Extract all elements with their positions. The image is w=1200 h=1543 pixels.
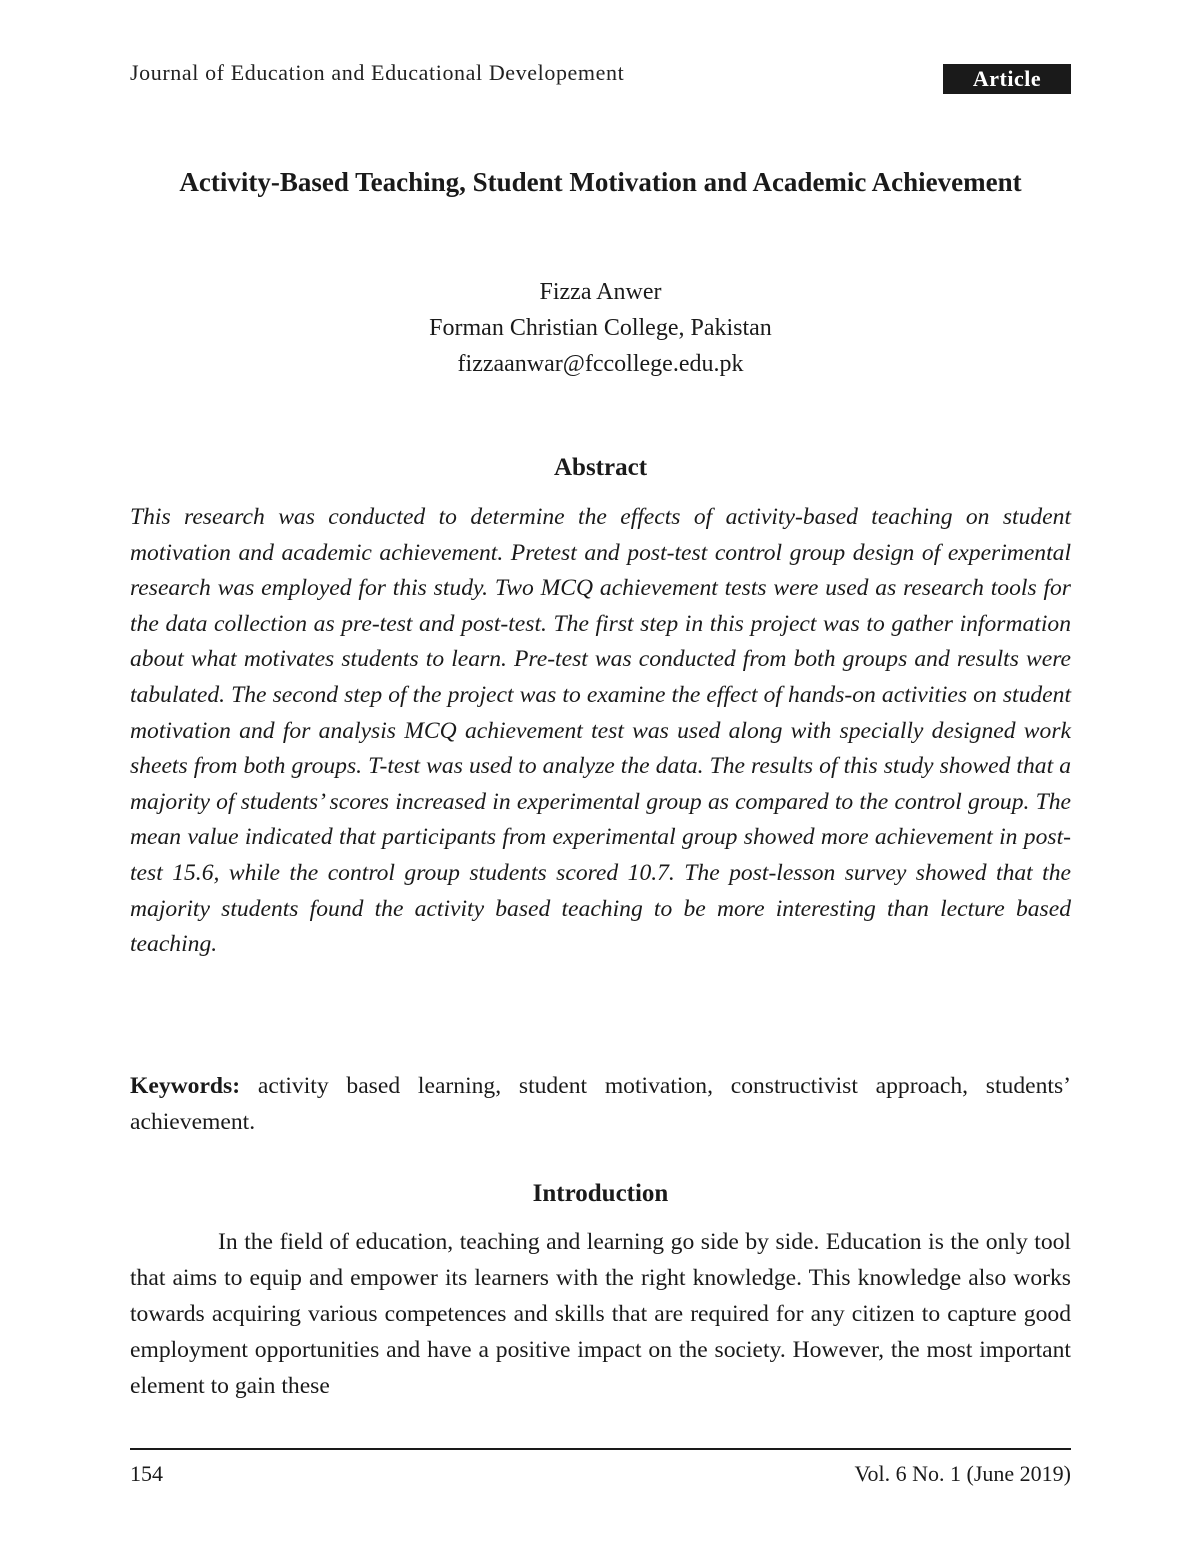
author-email: fizzaanwar@fccollege.edu.pk	[457, 351, 744, 377]
keywords	[130, 1068, 1071, 1140]
author-block	[130, 274, 1071, 382]
keywords-label: Keywords:	[130, 1073, 241, 1099]
author-affiliation: Forman Christian College, Pakistan	[429, 315, 772, 341]
volume-info: Vol. 6 No. 1 (June 2019)	[854, 1461, 1071, 1486]
footer-divider	[130, 1448, 1071, 1450]
page-number: 154	[130, 1461, 163, 1486]
introduction-text: In the field of education, teaching and learning go side by side. Education is the only tool that aims to equip and empower its learners with the right knowledge. This knowledge also works towards acquiring various competences and skills that are required for any citizen to capture good employment opportunities and have a positive impact on the society. However, the most important element to gain these	[130, 1229, 1071, 1399]
abstract-text: This research was conducted to determine the effects of activity-based teaching on student motivation and academic achievement. Pretest and post-test control group design of experimental research was employed for this study. Two MCQ achievement tests were used as research tools for the data collection as pre-test and post-test. The first step in this project was to gather information about what motivates students to learn. Pre-test was conducted from both groups and results were tabulated. The second step of the project was to examine the effect of hands-on activities on student motivation and for analysis MCQ achievement test was used along with specially designed work sheets from both groups. T-test was used to analyze the data. The results of this study showed that a majority of students’ scores increased in experimental group as compared to the control group. The mean value indicated that participants from experimental group showed more achievement in post-test 15.6, while the control group students scored 10.7. The post-lesson survey showed that the majority students found the activity based teaching to be more interesting than lecture based teaching.	[130, 504, 1071, 958]
introduction-heading: Introduction	[532, 1180, 669, 1207]
article-badge: Article	[943, 64, 1071, 94]
keywords-text: activity based learning, student motivation, constructivist approach, students’ achievement.	[130, 1073, 1071, 1135]
author-name: Fizza Anwer	[539, 279, 662, 305]
abstract-heading: Abstract	[553, 454, 648, 481]
journal-name: Journal of Education and Educational Developement	[130, 60, 625, 85]
paper-title: Activity-Based Teaching, Student Motivation and Academic Achievement	[179, 167, 1022, 197]
